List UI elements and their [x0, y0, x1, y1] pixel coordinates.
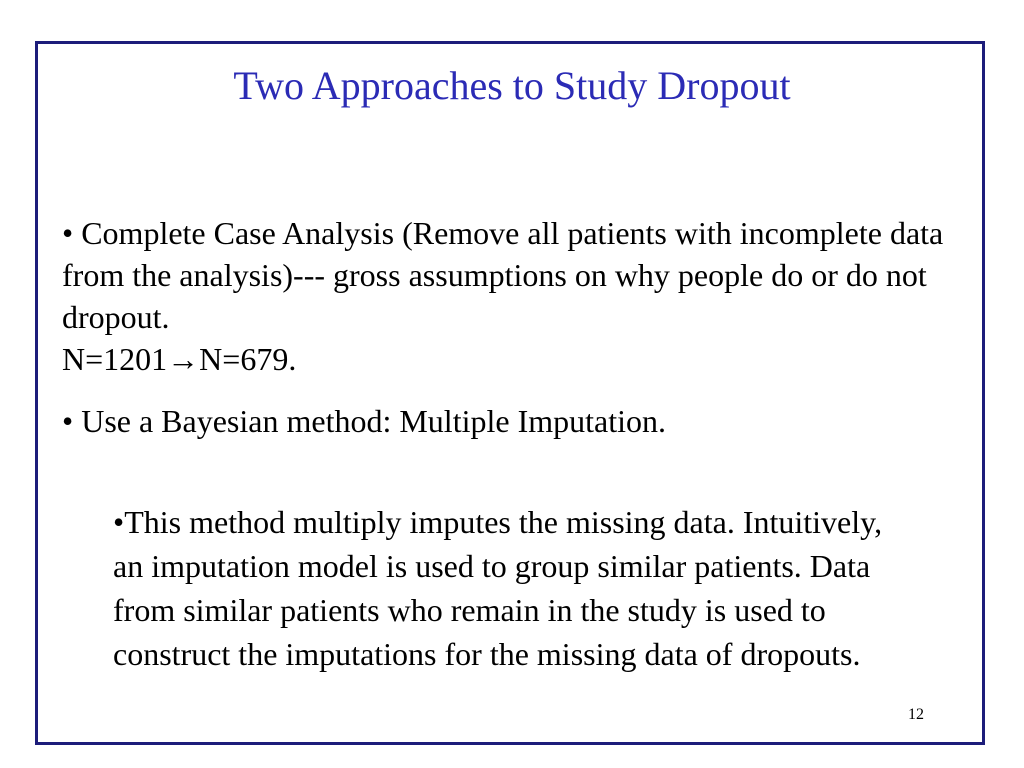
bullet-complete-case-text: • Complete Case Analysis (Remove all patients with incomplete data from the analysis)--- gross assumptions on why people do or do not dropout. [62, 215, 944, 335]
sub-bullet-multiple-imputation: •This method multiply imputes the missing data. Intuitively, an imputation model is used to group similar patients. Data from similar patients who remain in the study is used to construct the imputations for the missing data of dropouts. [113, 504, 883, 672]
bullet-list [62, 212, 962, 442]
slide-title: Two Approaches to Study Dropout [233, 63, 791, 108]
bullet-bayesian-method: • Use a Bayesian method: Multiple Imputation. [62, 403, 666, 439]
page-number: 12 [908, 706, 924, 723]
bullet-complete-case [62, 212, 962, 380]
sample-size-change: N=1201→N=679. [62, 341, 297, 377]
